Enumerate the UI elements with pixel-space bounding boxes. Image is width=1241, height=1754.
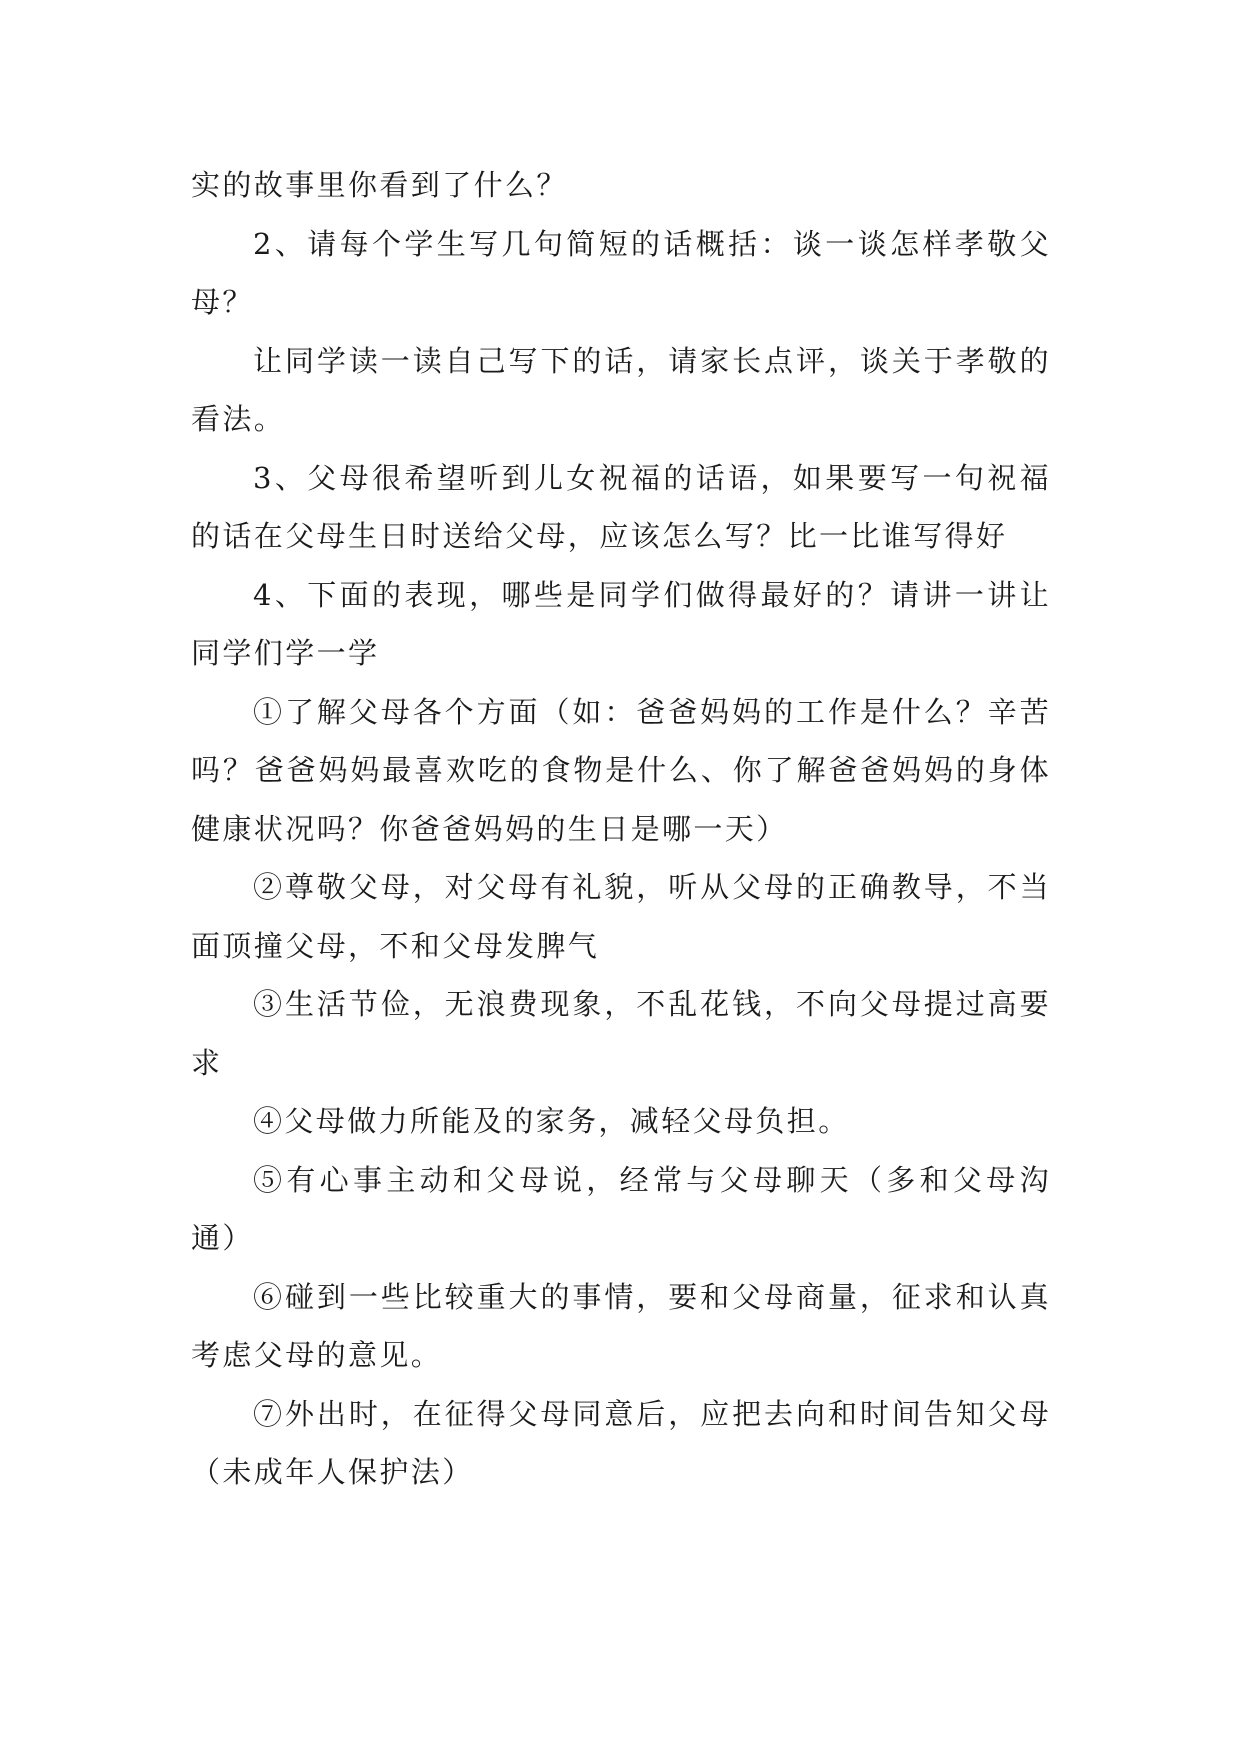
paragraph-story-question: 实的故事里你看到了什么？ — [191, 168, 568, 202]
list-item-1: ①了解父母各个方面（如：爸爸妈妈的工作是什么？辛苦吗？爸爸妈妈最喜欢吃的食物是什么、你了解爸爸妈妈的身体健康状况吗？你爸爸妈妈的生日是哪一天） — [191, 694, 1051, 846]
paragraph-item-3: 3、父母很希望听到儿女祝福的话语，如果要写一句祝福的话在父母生日时送给父母，应该怎么写？比一比谁写得好 — [191, 460, 1051, 553]
paragraph-item-2: 2、请每个学生写几句简短的话概括：谈一谈怎样孝敬父母？ — [191, 226, 1051, 319]
document-page — [191, 156, 1051, 1502]
list-item-5: ⑤有心事主动和父母说，经常与父母聊天（多和父母沟通） — [191, 1162, 1051, 1255]
list-item-4: ④父母做力所能及的家务，减轻父母负担。 — [253, 1104, 850, 1138]
paragraph-item-4: 4、下面的表现，哪些是同学们做得最好的？请讲一讲让同学们学一学 — [191, 577, 1051, 670]
paragraph-read-aloud: 让同学读一读自己写下的话，请家长点评，谈关于孝敬的看法。 — [191, 343, 1051, 436]
list-item-3: ③生活节俭，无浪费现象，不乱花钱，不向父母提过高要求 — [191, 987, 1051, 1080]
list-item-6: ⑥碰到一些比较重大的事情，要和父母商量，征求和认真考虑父母的意见。 — [191, 1279, 1051, 1372]
list-item-7: ⑦外出时，在征得父母同意后，应把去向和时间告知父母（未成年人保护法） — [191, 1396, 1051, 1489]
list-item-2: ②尊敬父母，对父母有礼貌，听从父母的正确教导，不当面顶撞父母，不和父母发脾气 — [191, 870, 1051, 963]
